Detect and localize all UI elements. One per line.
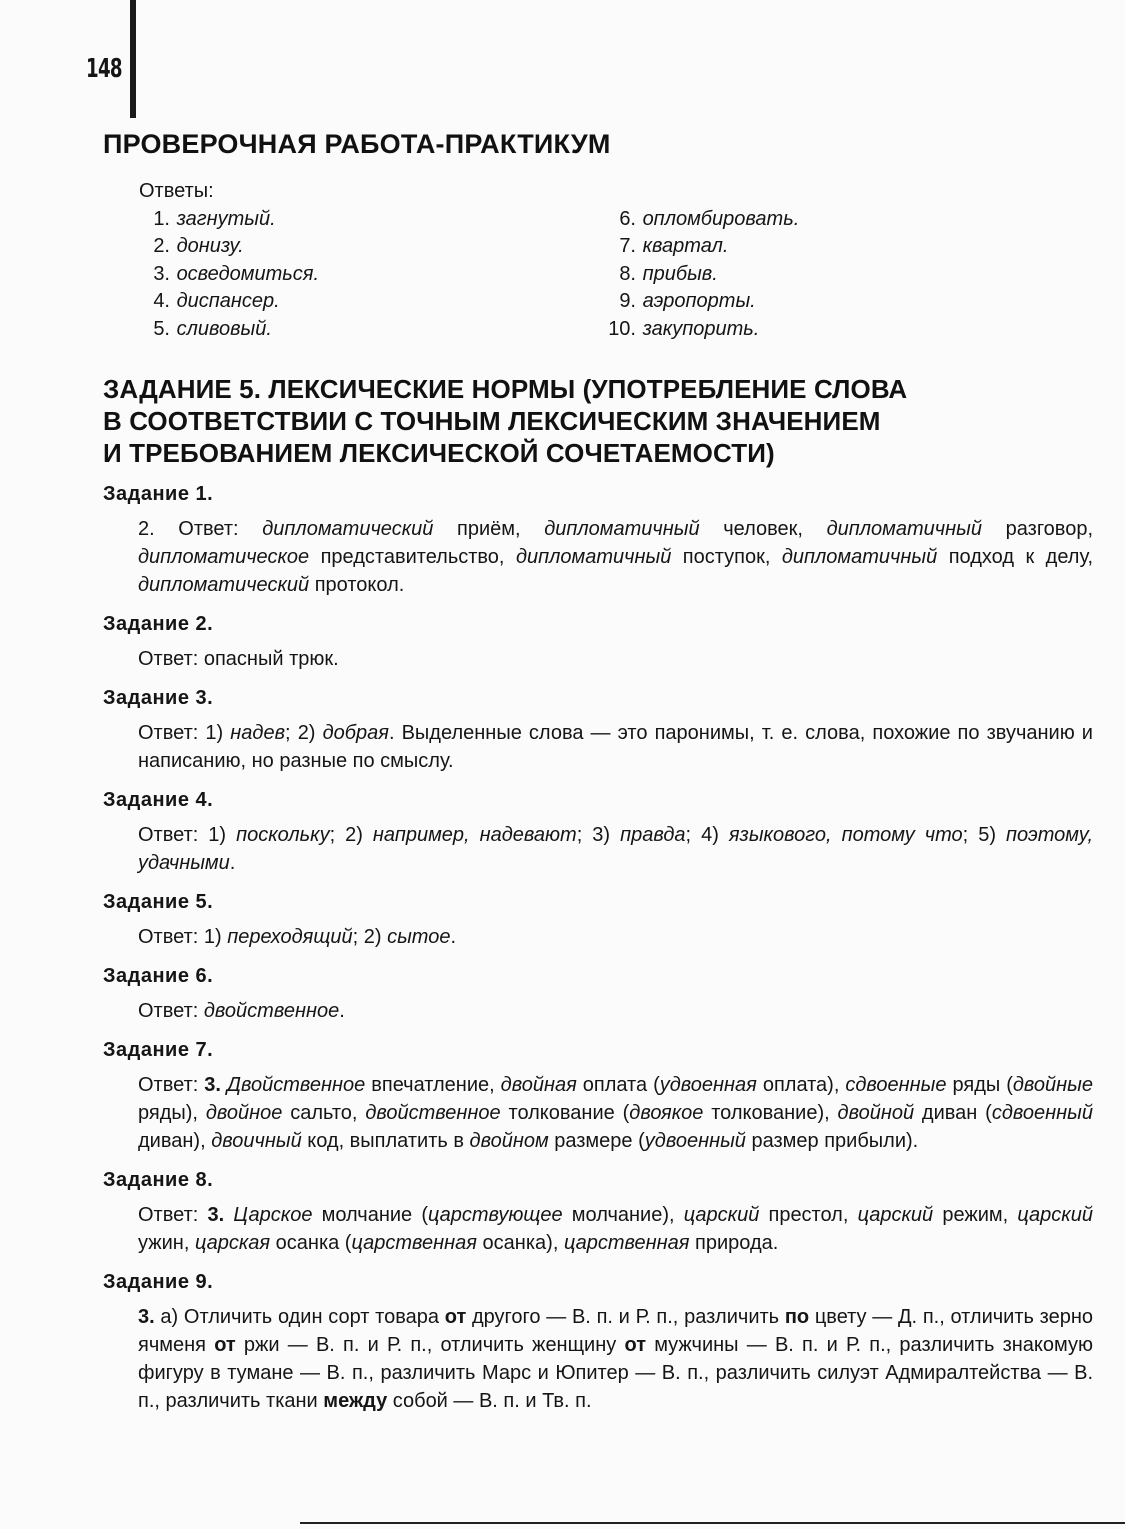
answer-word: аэропорты. (642, 290, 756, 312)
task-title: Задание 5. (103, 891, 214, 913)
highlighted-word: двойной (837, 1102, 915, 1124)
answer-text: толкование), (703, 1102, 838, 1124)
answer-text: ; 2) (329, 824, 373, 846)
answer-text: представительство, (309, 546, 516, 568)
answer-text: впечатление, (365, 1074, 501, 1096)
task-title: Задание 7. (103, 1039, 214, 1061)
highlighted-word: поэтому, удачными (138, 824, 1094, 874)
answer-text: престол, (759, 1204, 858, 1226)
bold-word: 3. (138, 1306, 155, 1328)
page-content (103, 128, 1093, 1415)
answers-columns (139, 206, 1093, 344)
task-answer (138, 1071, 1093, 1155)
task-answer (138, 821, 1093, 877)
highlighted-word: дипломатичный (544, 518, 700, 540)
highlighted-word: удвоенная (659, 1074, 757, 1096)
answer-number: 3. (153, 262, 170, 285)
answer-text: оплата ( (576, 1074, 660, 1096)
highlighted-word: дипломатический (138, 574, 310, 596)
answer-row (605, 288, 1005, 316)
highlighted-word: царский (1017, 1204, 1093, 1226)
practicum-heading: ПРОВЕРОЧНАЯ РАБОТА-ПРАКТИКУМ (103, 129, 611, 159)
task-item (103, 481, 1093, 599)
answer-text: 2. Ответ: (138, 518, 263, 540)
task-title: Задание 1. (103, 483, 214, 505)
answer-text: Ответ: (138, 1000, 204, 1022)
answer-row (605, 316, 1005, 344)
section-heading-line: И ТРЕБОВАНИЕМ ЛЕКСИЧЕСКОЙ СОЧЕТАЕМОСТИ) (103, 438, 775, 468)
answer-text: размер прибыли). (745, 1130, 919, 1152)
bold-word: между (323, 1390, 388, 1412)
bold-word: 3. (207, 1204, 225, 1226)
page-edge-rule (130, 0, 136, 118)
task-title: Задание 8. (103, 1169, 214, 1191)
task-answer (138, 923, 1093, 951)
highlighted-word: двойном (469, 1130, 549, 1152)
answer-text: толкование ( (500, 1102, 630, 1124)
answer-text: Ответ: 1) (138, 926, 228, 948)
highlighted-word: удвоенный (644, 1130, 746, 1152)
answer-text: цвету — Д. п., отличить зерно ячменя (138, 1306, 1093, 1356)
highlighted-word: царственная (351, 1232, 477, 1254)
highlighted-word: переходящий (227, 926, 353, 948)
highlighted-word: добрая (322, 722, 389, 744)
answer-text: ; 2) (285, 722, 323, 744)
section-heading (103, 373, 1093, 469)
answer-text: . (229, 852, 236, 874)
highlighted-word: поскольку (236, 824, 330, 846)
bold-word: от (214, 1334, 236, 1356)
answer-text: . Выделенные слова — это паронимы, т. е. слова, похожие по звучанию и написанию, но разные по смыслу. (138, 722, 1093, 772)
answer-number: 8. (619, 262, 636, 285)
answer-text: Ответ: 1) (138, 824, 237, 846)
highlighted-word: двоичный (211, 1130, 302, 1152)
page-number: 148 (86, 54, 122, 84)
highlighted-word: Двойственное (226, 1074, 366, 1096)
answer-text: ; 4) (685, 824, 729, 846)
highlighted-word: языкового, потому что (728, 824, 963, 846)
answer-text: Ответ: (138, 1074, 205, 1096)
answer-text: осанка ( (270, 1232, 352, 1254)
answer-number: 10. (608, 317, 636, 340)
answer-row (139, 316, 605, 344)
answer-word: диспансер. (176, 290, 280, 312)
task-title: Задание 6. (103, 965, 214, 987)
answer-text: мужчины — В. п. и Р. п., различить знакомую фигуру в тумане — В. п., различить Марс и Юпитер — В. п., различить силуэт Адмиралтейства — В. п., различить ткани (138, 1334, 1094, 1412)
answer-text: диван), (138, 1130, 212, 1152)
answer-text: ужин, (138, 1232, 195, 1254)
answer-number: 7. (619, 235, 636, 257)
answer-text: Ответ: (138, 1204, 208, 1226)
highlighted-word: двойное (205, 1102, 283, 1124)
bold-word: 3. (204, 1074, 221, 1096)
answers-column-right (605, 206, 1005, 344)
highlighted-word: дипломатическое (138, 546, 310, 568)
task-answer (138, 1303, 1093, 1415)
answer-text: другого — В. п. и Р. п., различить (466, 1306, 785, 1328)
answer-word: квартал. (642, 235, 729, 257)
answer-text: а) Отличить один сорт товара (154, 1306, 445, 1328)
section-heading-line: ЗАДАНИЕ 5. ЛЕКСИЧЕСКИЕ НОРМЫ (УПОТРЕБЛЕНИЕ СЛОВА (103, 374, 908, 404)
answers-column-left (139, 206, 605, 344)
answer-word: прибыв. (642, 262, 718, 285)
bottom-rule (300, 1522, 1125, 1524)
answer-text: собой — В. п. и Тв. п. (387, 1390, 592, 1412)
highlighted-word: царствующее (427, 1204, 563, 1226)
highlighted-word: двойственное (203, 1000, 340, 1022)
task-item (103, 963, 1093, 1025)
task-answer (138, 1201, 1093, 1257)
answer-row (139, 206, 605, 234)
answer-number: 6. (619, 207, 636, 230)
answer-number: 9. (619, 290, 636, 312)
answer-text: ржи — В. п. и Р. п., отличить женщину (235, 1334, 625, 1356)
answer-row (605, 261, 1005, 289)
highlighted-word: сытое (387, 926, 451, 948)
bold-word: по (784, 1306, 810, 1328)
answer-text: ; 2) (352, 926, 388, 948)
answer-word: загнутый. (176, 207, 276, 230)
task-item (103, 611, 1093, 673)
task-item (103, 1167, 1093, 1257)
task-title: Задание 4. (103, 789, 214, 811)
answer-number: 2. (153, 235, 170, 257)
answer-text: молчание ( (312, 1204, 428, 1226)
answer-text: Ответ: опасный трюк. (138, 648, 339, 670)
task-answer (138, 645, 1093, 673)
highlighted-word: царственная (563, 1232, 690, 1254)
answer-text: . (339, 1000, 345, 1022)
answer-number: 5. (153, 317, 170, 340)
answer-text: молчание), (562, 1204, 684, 1226)
bold-word: от (624, 1334, 646, 1356)
highlighted-word: надев (230, 722, 286, 744)
practicum-answers (139, 178, 1093, 343)
task-answer (138, 997, 1093, 1025)
highlighted-word: двоякое (629, 1102, 704, 1124)
task-answer (138, 719, 1093, 775)
task-title: Задание 3. (103, 687, 214, 709)
answer-row (139, 261, 605, 289)
answer-text: сальто, (282, 1102, 366, 1124)
answer-text: поступок, (671, 546, 782, 568)
answer-text: диван ( (914, 1102, 992, 1124)
highlighted-word: царская (194, 1232, 271, 1254)
answer-text: подход к делу, (937, 546, 1094, 568)
highlighted-word: дипломатический (262, 518, 434, 540)
answer-row (605, 206, 1005, 234)
answer-word: закупорить. (642, 317, 760, 340)
answer-text: природа. (689, 1232, 779, 1254)
answer-text: ряды), (138, 1102, 206, 1124)
answer-text: разговор, (982, 518, 1093, 540)
answer-text: Ответ: 1) (138, 722, 231, 744)
task-item (103, 889, 1093, 951)
answer-text: ; 5) (962, 824, 1006, 846)
highlighted-word: Царское (233, 1204, 313, 1226)
task-list (103, 481, 1093, 1415)
answer-word: сливовый. (176, 317, 272, 340)
answer-number: 4. (153, 290, 170, 312)
task-answer (138, 515, 1093, 599)
answer-text: код, выплатить в (301, 1130, 470, 1152)
highlighted-word: двойные (1012, 1074, 1094, 1096)
answer-text: режим, (933, 1204, 1018, 1226)
highlighted-word: дипломатичный (781, 546, 938, 568)
task-item (103, 1037, 1093, 1155)
answer-number: 1. (153, 207, 170, 230)
answer-word: осведомиться. (176, 262, 320, 285)
answer-word: опломбировать. (642, 207, 800, 230)
highlighted-word: царский (857, 1204, 934, 1226)
answer-text: человек, (699, 518, 827, 540)
answer-text: . (450, 926, 457, 948)
answer-text: протокол. (309, 574, 405, 596)
task-item (103, 787, 1093, 877)
task-title: Задание 9. (103, 1271, 214, 1293)
answer-row (139, 233, 605, 261)
highlighted-word: двойственное (365, 1102, 501, 1124)
answer-text: осанка), (477, 1232, 564, 1254)
answer-text: ; 3) (576, 824, 621, 846)
answer-row (605, 233, 1005, 261)
highlighted-word: например, надевают (372, 824, 577, 846)
highlighted-word: сдвоенный (991, 1102, 1093, 1124)
section-heading-line: В СООТВЕТСТВИИ С ТОЧНЫМ ЛЕКСИЧЕСКИМ ЗНАЧЕНИЕМ (103, 406, 881, 436)
highlighted-word: дипломатичный (515, 546, 672, 568)
task-title: Задание 2. (103, 613, 214, 635)
answer-text (224, 1204, 233, 1226)
answer-row (139, 288, 605, 316)
task-item (103, 685, 1093, 775)
highlighted-word: дипломатичный (826, 518, 982, 540)
highlighted-word: двойная (500, 1074, 577, 1096)
answer-word: донизу. (176, 235, 244, 257)
answer-text: приём, (433, 518, 545, 540)
highlighted-word: сдвоенные (845, 1074, 947, 1096)
answers-label: Ответы: (139, 180, 214, 202)
highlighted-word: правда (620, 824, 686, 846)
task-item (103, 1269, 1093, 1415)
answer-text: оплата), (756, 1074, 846, 1096)
answer-text: ряды ( (946, 1074, 1013, 1096)
answer-text: размере ( (548, 1130, 645, 1152)
highlighted-word: царский (683, 1204, 760, 1226)
bold-word: от (444, 1306, 467, 1328)
